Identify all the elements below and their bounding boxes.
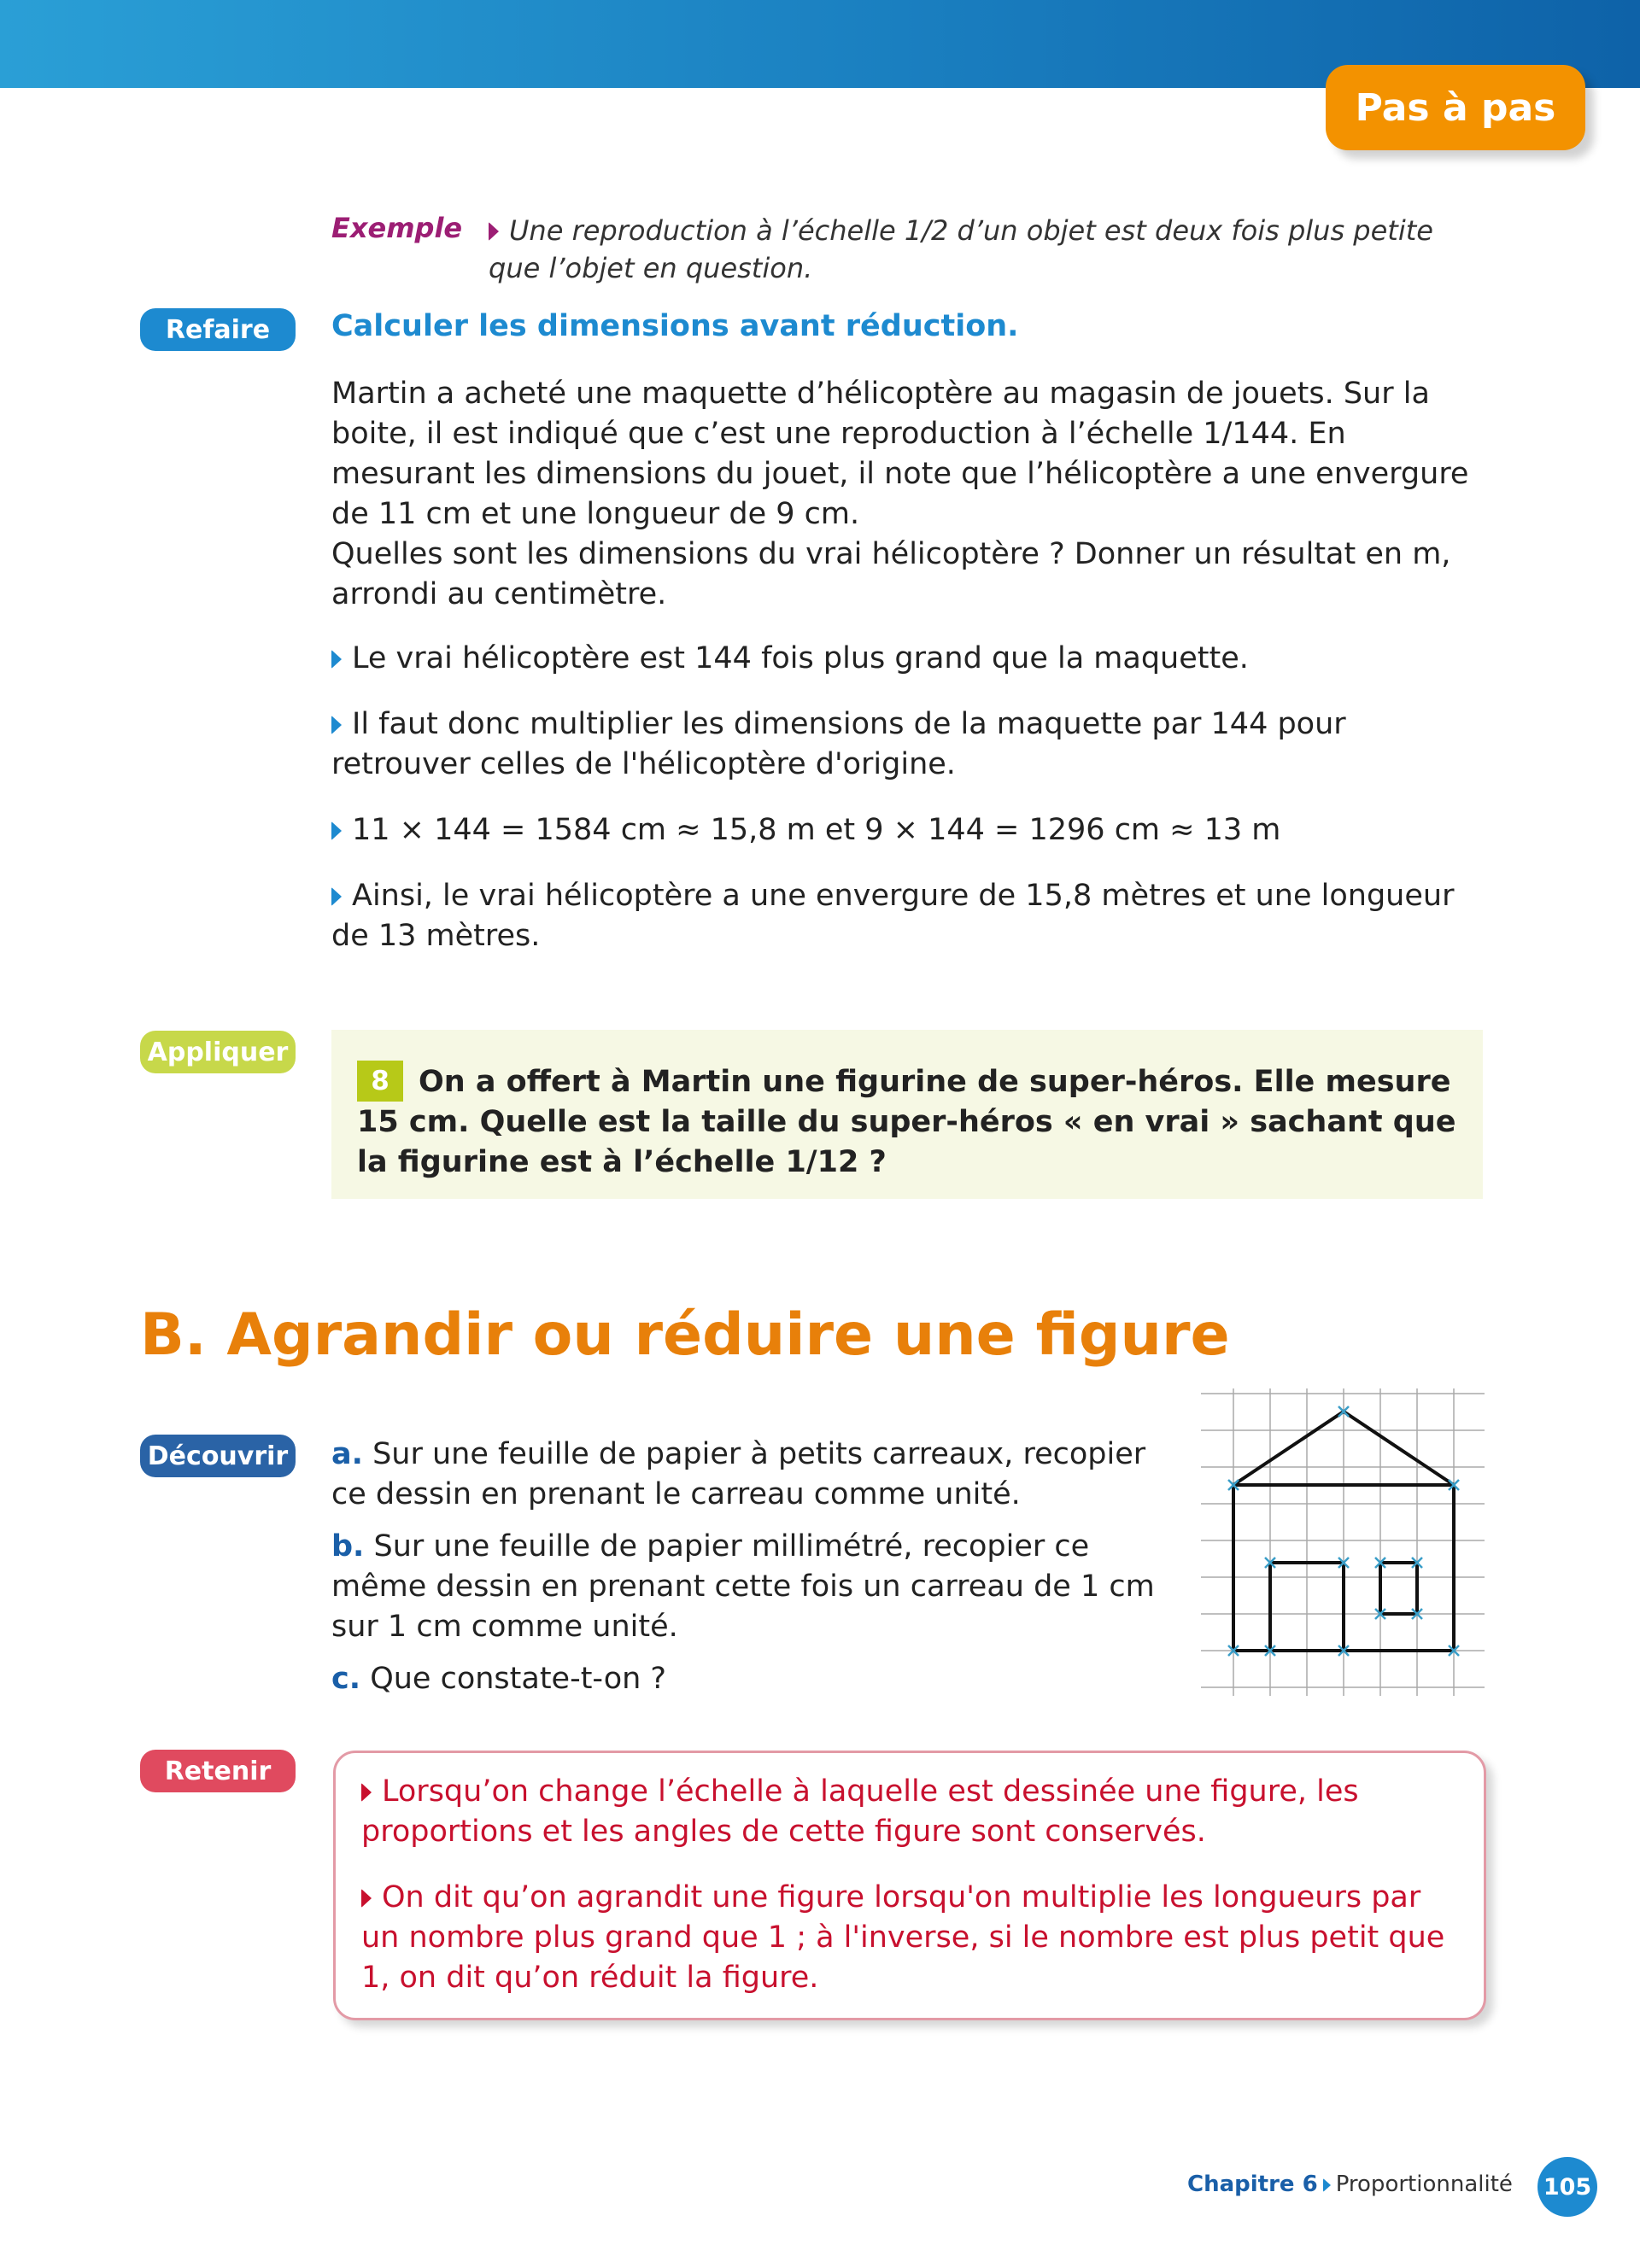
page-number: 105 <box>1538 2157 1597 2217</box>
retenir-text <box>361 1772 1463 2024</box>
decouvrir-item-a: a. Sur une feuille de papier à petits carreaux, recopier ce dessin en prenant le carreau comme unité. <box>331 1437 1146 1511</box>
bullet-triangle-icon <box>331 650 342 669</box>
chapter-number: Chapitre 6 <box>1187 2172 1318 2197</box>
pas-a-pas-tab: Pas à pas <box>1326 65 1585 150</box>
footer-chapter <box>1187 2172 1513 2197</box>
retenir-point-1: Lorsqu’on change l’échelle à laquelle est dessinée une figure, les proportions et les angles de cette figure sont conservés. <box>361 1774 1359 1849</box>
decouvrir-label: Découvrir <box>140 1435 296 1477</box>
appliquer-label: Appliquer <box>140 1031 296 1073</box>
problem-question: Quelles sont les dimensions du vrai hélicoptère ? Donner un résultat en m, arrondi au centimètre. <box>331 537 1451 611</box>
appliquer-exercise-box <box>331 1030 1483 1199</box>
section-b-title: B. Agrandir ou réduire une figure <box>140 1301 1230 1369</box>
chapter-title: Proportionnalité <box>1335 2172 1513 2197</box>
refaire-heading: Calculer les dimensions avant réduction. <box>331 309 1019 343</box>
bullet-triangle-icon <box>489 222 499 241</box>
bullet-triangle-icon <box>331 716 342 734</box>
step-3: 11 × 144 = 1584 cm ≈ 15,8 m et 9 × 144 = 1296 cm ≈ 13 m <box>331 810 1493 850</box>
retenir-point-2: On dit qu’on agrandit une figure lorsqu'on multiplie les longueurs par un nombre plus grand que 1 ; à l'inverse, si le nombre est plus petit que 1, on dit qu’on réduit la figure. <box>361 1880 1445 1995</box>
bullet-triangle-icon <box>331 821 342 840</box>
problem-statement: Martin a acheté une maquette d’hélicoptère au magasin de jouets. Sur la boite, il est indiqué que c’est une reproduction à l’échelle 1/144. En mesurant les dimensions du jouet, il note que l’hélicoptère a une envergure de 11 cm et une longueur de 9 cm. <box>331 377 1469 531</box>
bullet-triangle-icon <box>331 887 342 906</box>
refaire-label: Refaire <box>140 308 296 351</box>
exercise-text <box>357 1061 1459 1183</box>
house-grid-figure <box>1201 1388 1485 1696</box>
exemple-text <box>489 212 1479 287</box>
refaire-problem <box>331 374 1493 615</box>
step-2: Il faut donc multiplier les dimensions de la maquette par 144 pour retrouver celles de l'hélicoptère d'origine. <box>331 707 1346 781</box>
retenir-label: Retenir <box>140 1750 296 1792</box>
exemple-label: Exemple <box>331 212 463 244</box>
step-4: Ainsi, le vrai hélicoptère a une envergure de 15,8 mètres et une longueur de 13 mètres. <box>331 879 1455 953</box>
decouvrir-item-c: c. Que constate-t-on ? <box>331 1662 667 1696</box>
step-1: Le vrai hélicoptère est 144 fois plus grand que la maquette. <box>331 639 1493 679</box>
decouvrir-item-b: b. Sur une feuille de papier millimétré, recopier ce même dessin en prenant cette fois un carreau de 1 cm sur 1 cm comme unité. <box>331 1529 1155 1644</box>
exercise-number-badge: 8 <box>357 1061 403 1102</box>
exemple-sentence: Une reproduction à l’échelle 1/2 d’un objet est deux fois plus petite que l’objet en question. <box>489 214 1433 284</box>
decouvrir-items <box>331 1435 1186 1711</box>
refaire-steps <box>331 639 1493 982</box>
bullet-triangle-icon <box>361 1889 372 1908</box>
exercise-statement: On a offert à Martin une figurine de super-héros. Elle mesure 15 cm. Quelle est la taille du super-héros « en vrai » sachant que la figurine est à l’échelle 1/12 ? <box>357 1065 1456 1179</box>
bullet-triangle-icon <box>361 1783 372 1802</box>
chevron-right-icon <box>1323 2178 1331 2192</box>
retenir-box <box>333 1751 1486 2020</box>
